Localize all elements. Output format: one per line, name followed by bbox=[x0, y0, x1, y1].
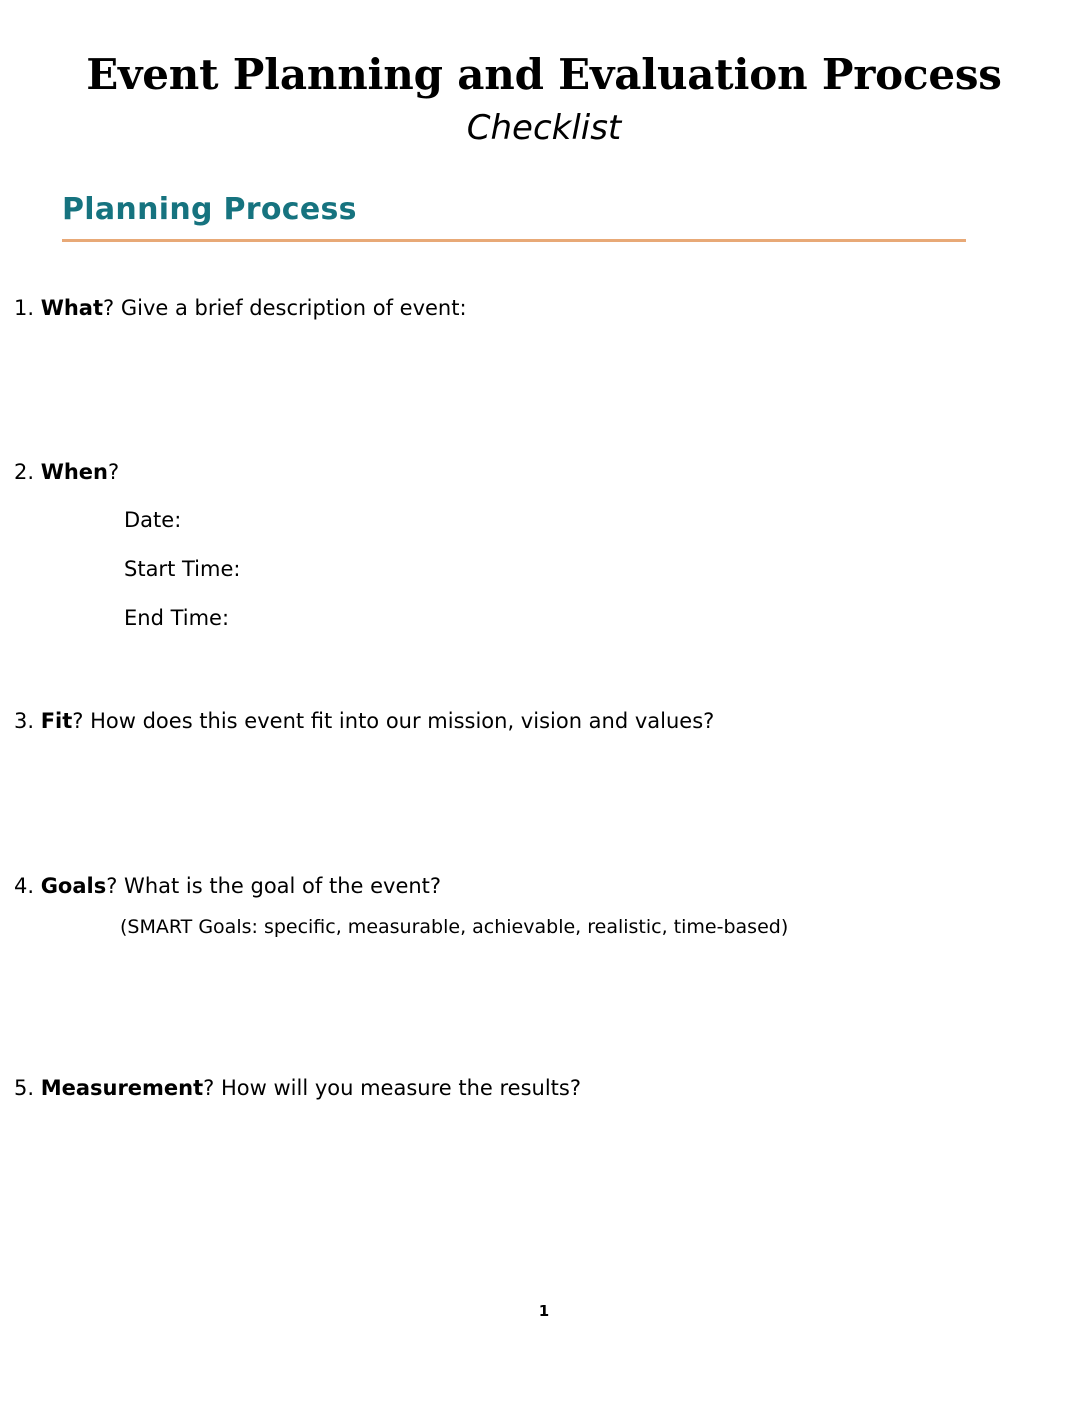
checklist-items bbox=[0, 294, 1088, 1103]
item-5-rest: ? How will you measure the results? bbox=[203, 1075, 581, 1100]
list-item bbox=[0, 294, 1088, 432]
page-subtitle: Checklist bbox=[466, 108, 622, 149]
item-5-text bbox=[0, 1074, 1088, 1102]
item-2-lead: When bbox=[40, 459, 108, 484]
item-5-number: 5. bbox=[13, 1075, 34, 1100]
item-4-lead: Goals bbox=[40, 873, 107, 898]
section-heading: Planning Process bbox=[62, 191, 357, 227]
item-3-lead: Fit bbox=[40, 709, 73, 734]
page-number: 1 bbox=[538, 1302, 550, 1320]
item-3-rest: ? How does this event fit into our mission, vision and values? bbox=[72, 709, 715, 734]
item-1-text bbox=[0, 294, 1088, 322]
item-4-answer-space[interactable] bbox=[0, 938, 1088, 1048]
item-2-text bbox=[0, 458, 1088, 486]
item-3-number: 3. bbox=[13, 709, 34, 734]
page-title: Event Planning and Evaluation Process bbox=[86, 50, 1002, 99]
list-item bbox=[0, 872, 1088, 1048]
item-2-number: 2. bbox=[13, 459, 34, 484]
item-4-text bbox=[0, 872, 1088, 900]
field-date-label[interactable]: Date: bbox=[124, 508, 182, 533]
item-3-answer-space[interactable] bbox=[0, 736, 1088, 846]
item-4-number: 4. bbox=[13, 873, 34, 898]
item-2-rest: ? bbox=[108, 459, 120, 484]
list-item bbox=[0, 1074, 1088, 1102]
item-1-lead: What bbox=[40, 295, 104, 320]
field-end-time-label[interactable]: End Time: bbox=[124, 606, 230, 631]
item-4-rest: ? What is the goal of the event? bbox=[106, 873, 442, 898]
item-1-number: 1. bbox=[13, 295, 34, 320]
item-4-note: (SMART Goals: specific, measurable, achievable, realistic, time-based) bbox=[120, 915, 789, 938]
item-1-rest: ? Give a brief description of event: bbox=[103, 295, 467, 320]
item-3-text bbox=[0, 707, 1088, 735]
item-5-lead: Measurement bbox=[40, 1075, 204, 1100]
list-item bbox=[0, 458, 1088, 629]
item-1-answer-space[interactable] bbox=[0, 322, 1088, 432]
field-start-time-label[interactable]: Start Time: bbox=[124, 557, 241, 582]
list-item bbox=[0, 707, 1088, 845]
